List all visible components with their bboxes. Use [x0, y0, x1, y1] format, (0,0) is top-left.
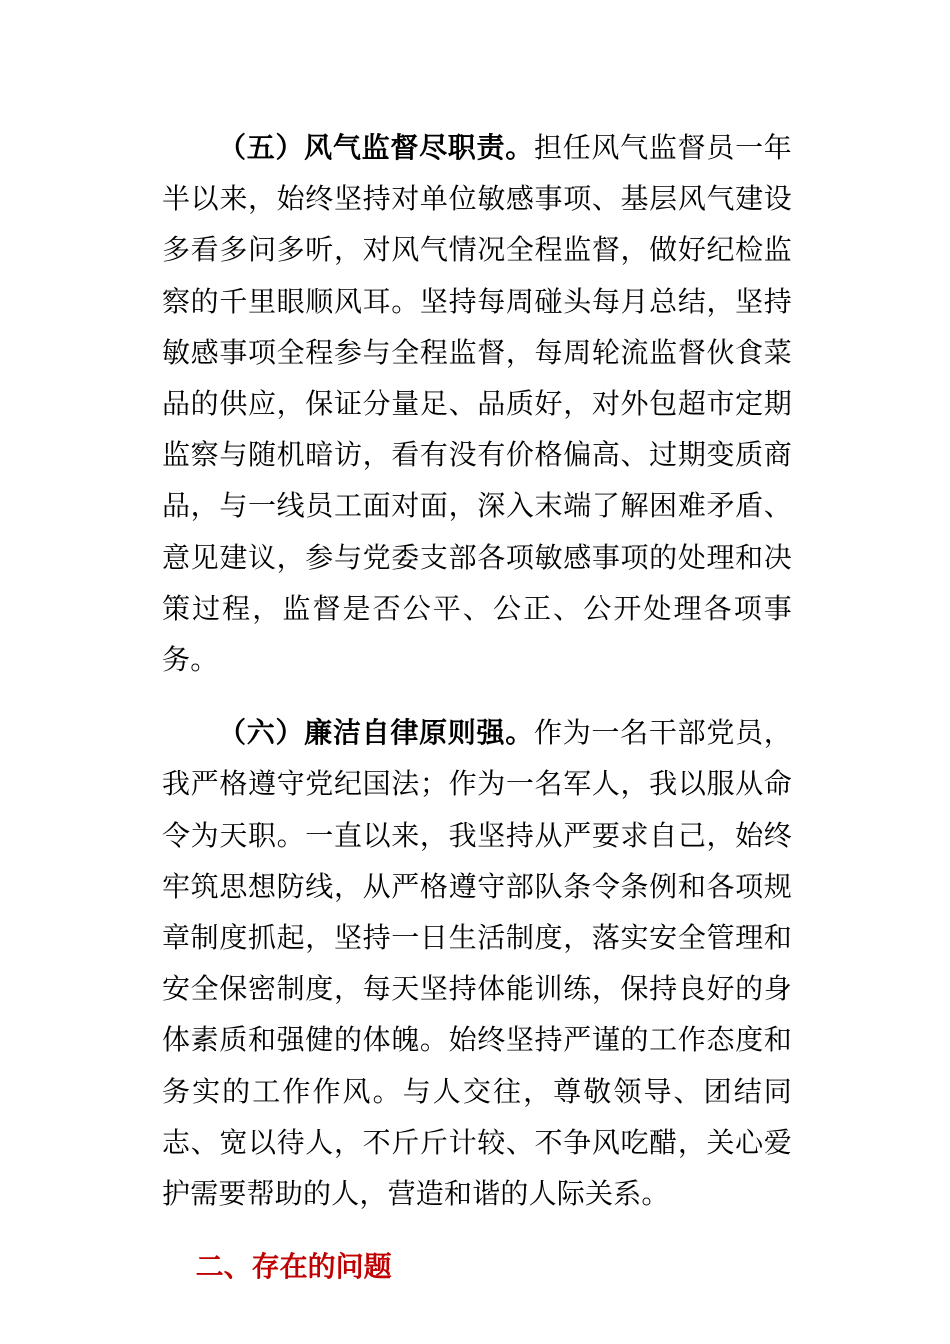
paragraph-wind-supervision: [162, 122, 792, 685]
section-heading-existing-problems: 二、存在的问题: [195, 1250, 392, 1284]
paragraph-integrity-discipline: [162, 707, 792, 1219]
document-page: [162, 122, 792, 1292]
paragraph-body-text: 作为一名干部党员，我严格遵守党纪国法；作为一名军人，我以服从命令为天职。一直以来，我坚持从严要求自己，始终牢筑思想防线，从严格遵守部队条令条例和各项规章制度抓起，坚持一日生活制度，落实安全管理和安全保密制度，每天坚持体能训练，保持良好的身体素质和强健的体魄。始终坚持严谨的工作态度和务实的工作作风。与人交往，尊敬领导、团结同志、宽以待人，不斤斤计较、不争风吃醋，关心爱护需要帮助的人，营造和谐的人际关系。: [162, 716, 792, 1211]
paragraph-lead-title: （五）风气监督尽职责。: [218, 131, 534, 164]
paragraph-lead-title: （六）廉洁自律原则强。: [218, 716, 534, 750]
paragraph-body-text: 担任风气监督员一年半以来，始终坚持对单位敏感事项、基层风气建设多看多问多听，对风气情况全程监督，做好纪检监察的千里眼顺风耳。坚持每周碰头每月总结，坚持敏感事项全程参与全程监督，每周轮流监督伙食菜品的供应，保证分量足、品质好，对外包超市定期监察与随机暗访，看有没有价格偏高、过期变质商品，与一线员工面对面，深入末端了解困难矛盾、意见建议，参与党委支部各项敏感事项的处理和决策过程，监督是否公平、公正、公开处理各项事务。: [162, 131, 792, 677]
